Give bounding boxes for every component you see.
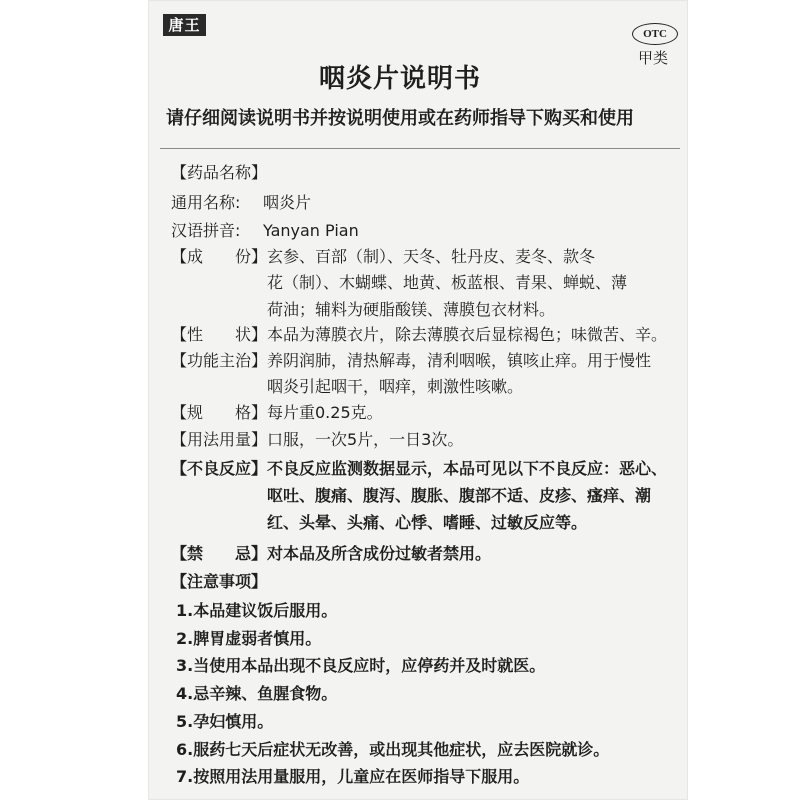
adverse-line: 呕吐、腹痛、腹泻、腹胀、腹部不适、皮疹、瘙痒、潮	[267, 486, 652, 505]
adverse-line: 红、头晕、头痛、心悸、嗜睡、过敏反应等。	[267, 513, 588, 532]
otc-badge: OTC	[632, 23, 678, 45]
pinyin-value: Yanyan Pian	[263, 221, 359, 240]
adverse-line: 不良反应监测数据显示，本品可见以下不良反应：恶心、	[267, 459, 668, 478]
contraindications-text: 对本品及所含成份过敏者禁用。	[267, 544, 492, 563]
dosage-label: 【用法用量】	[171, 430, 268, 449]
precautions-label: 【注意事项】	[171, 572, 268, 591]
precaution-item: 5.孕妇慎用。	[176, 712, 274, 731]
specification-label: 【规 格】	[171, 403, 268, 422]
indications-line: 咽炎引起咽干，咽痒，刺激性咳嗽。	[267, 377, 524, 396]
properties-label: 【性 状】	[171, 325, 268, 344]
properties-text: 本品为薄膜衣片，除去薄膜衣后显棕褐色；味微苦、辛。	[267, 325, 668, 344]
indications-line: 养阴润肺，清热解毒，清利咽喉，镇咳止痒。用于慢性	[267, 351, 652, 370]
category-label: 甲类	[638, 49, 669, 67]
composition-line: 荷油；辅料为硬脂酸镁、薄膜包衣材料。	[267, 300, 556, 319]
generic-name-value: 咽炎片	[263, 193, 312, 212]
generic-name-label: 通用名称:	[171, 193, 241, 212]
header-divider	[160, 148, 680, 149]
precaution-item: 2.脾胃虚弱者慎用。	[176, 629, 322, 648]
pinyin-row	[171, 218, 359, 241]
composition-label: 【成 份】	[171, 247, 268, 266]
pinyin-label: 汉语拼音:	[171, 221, 241, 240]
precaution-item: 6.服药七天后症状无改善，或出现其他症状，应去医院就诊。	[176, 740, 610, 759]
document-subtitle: 请仔细阅读说明书并按说明使用或在药师指导下购买和使用	[166, 108, 634, 129]
composition-line: 玄参、百部（制）、天冬、牡丹皮、麦冬、款冬	[267, 247, 596, 266]
contraindications-label: 【禁 忌】	[171, 544, 268, 563]
generic-name-row	[171, 190, 311, 213]
dosage-text: 口服，一次5片，一日3次。	[267, 430, 464, 449]
precaution-item: 7.按照用法用量服用，儿童应在医师指导下服用。	[176, 767, 530, 786]
precaution-item: 3.当使用本品出现不良反应时，应停药并及时就医。	[176, 656, 546, 675]
composition-line: 花（制）、木蝴蝶、地黄、板蓝根、青果、蝉蜕、薄	[267, 273, 628, 292]
drug-name-heading: 【药品名称】	[171, 163, 268, 182]
adverse-label: 【不良反应】	[171, 459, 268, 478]
precaution-item: 4.忌辛辣、鱼腥食物。	[176, 684, 338, 703]
indications-label: 【功能主治】	[171, 351, 268, 370]
specification-text: 每片重0.25克。	[267, 403, 383, 422]
precaution-item: 1.本品建议饭后服用。	[176, 601, 338, 620]
document-title: 咽炎片说明书	[318, 64, 481, 94]
brand-logo: 唐王	[163, 14, 206, 36]
